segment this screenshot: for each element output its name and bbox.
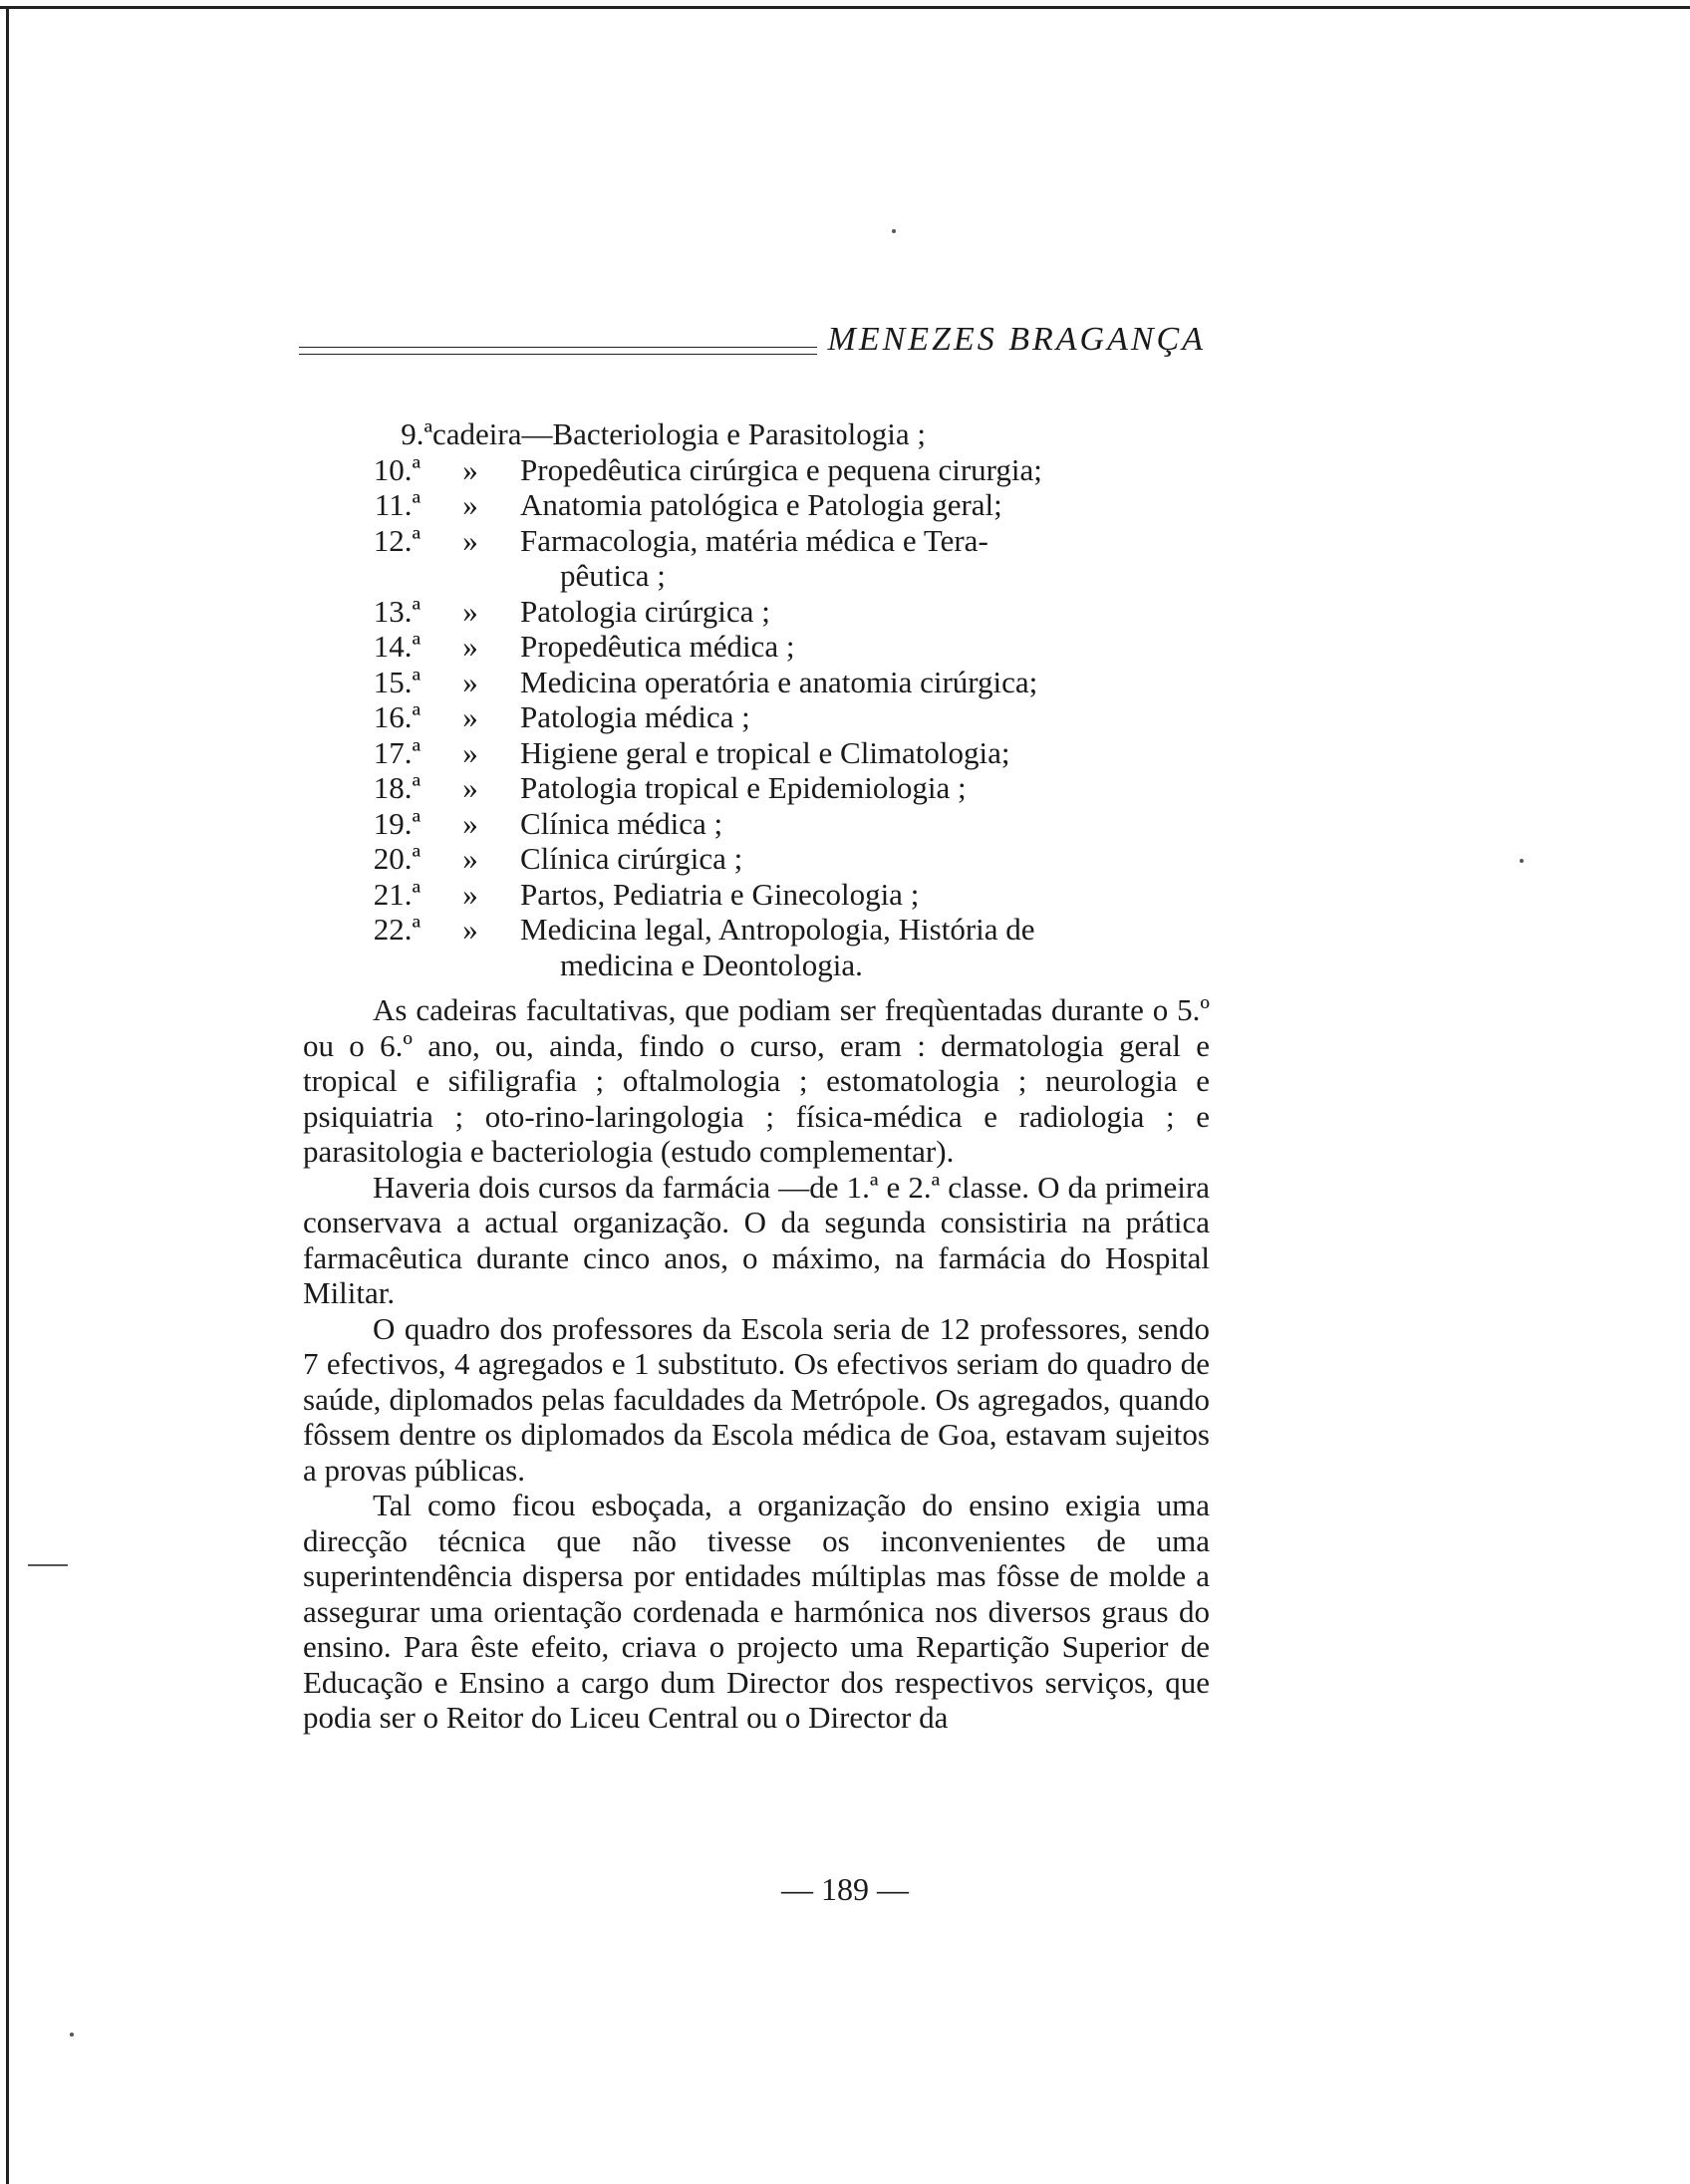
item-mark: »	[462, 593, 478, 629]
item-mark: »	[462, 699, 478, 734]
item-number: 13.ª	[373, 593, 421, 629]
running-header	[299, 321, 1206, 371]
running-title: MENEZES BRAGANÇA	[827, 321, 1206, 358]
item-subject: Bacteriologia e Parasitologia ;	[552, 416, 926, 451]
item-subject: Clínica cirúrgica ;	[520, 841, 743, 876]
item-mark: cadeira—	[432, 416, 553, 451]
item-number: 22.ª	[373, 912, 421, 947]
list-item	[355, 806, 1212, 842]
scan-speck	[1520, 859, 1524, 863]
list-item	[355, 452, 1212, 488]
paragraph-organizacao-ensino: Tal como ficou esboçada, a organização do ensino exigia uma direcção técnica que não tivesse os inconvenientes de uma superintendência dispersa por entidades múltiplas mas fôsse de molde a assegurar uma orientação cordenada e harmónica nos diversos graus do ensino. Para êste efeito, criava o projecto uma Repartição Superior de Educação e Ensino a cargo dum Director dos respectivos serviços, que podia ser o Reitor do Liceu Central ou o Director da	[303, 1488, 1210, 1735]
item-subject: Propedêutica cirúrgica e pequena cirurgia;	[520, 451, 1042, 487]
scan-speck	[892, 229, 896, 233]
list-item	[355, 877, 1212, 913]
item-number: 18.ª	[373, 770, 421, 805]
item-number: 12.ª	[373, 522, 421, 558]
item-subject-continuation: medicina e Deontologia.	[560, 947, 863, 982]
item-mark: »	[462, 912, 478, 947]
page-edge-left	[6, 6, 9, 2184]
list-item	[355, 629, 1212, 665]
item-subject: Patologia tropical e Epidemiologia ;	[520, 770, 967, 805]
item-mark: »	[462, 770, 478, 805]
item-mark: »	[462, 805, 478, 841]
item-subject: Anatomia patológica e Patologia geral;	[520, 487, 1002, 522]
body-text	[303, 992, 1210, 1736]
list-item	[355, 487, 1212, 523]
cadeiras-list	[355, 416, 1212, 982]
item-number: 15.ª	[373, 664, 421, 699]
scan-speck	[70, 2033, 74, 2037]
list-item	[355, 665, 1212, 700]
item-mark: »	[462, 629, 478, 664]
item-subject-line: Medicina legal, Antropologia, História de	[520, 912, 1035, 947]
list-item	[355, 416, 1212, 452]
item-mark: »	[462, 451, 478, 487]
list-item	[355, 523, 1212, 594]
item-subject-continuation: pêutica ;	[560, 558, 666, 593]
item-subject: Propedêutica médica ;	[520, 629, 795, 664]
item-subject: Medicina operatória e anatomia cirúrgica;	[520, 664, 1038, 699]
header-double-rule	[299, 347, 817, 355]
item-subject	[520, 523, 1212, 594]
item-mark: »	[462, 522, 478, 558]
item-subject: Patologia cirúrgica ;	[520, 593, 770, 629]
item-subject: Clínica médica ;	[520, 805, 723, 841]
paragraph-farmacia: Haveria dois cursos da farmácia —de 1.ª e 2.ª classe. O da primeira conservava a actual organização. O da segunda consistiria na prática farmacêutica durante cinco anos, o máximo, na farmácia do Hospital Militar.	[303, 1169, 1210, 1310]
item-number: 17.ª	[373, 734, 421, 770]
list-item	[355, 841, 1212, 877]
item-number: 9.ª	[401, 416, 432, 451]
item-subject-line: Farmacologia, matéria médica e Tera-	[520, 522, 988, 558]
list-item	[355, 735, 1212, 771]
list-item	[355, 912, 1212, 982]
item-mark: »	[462, 876, 478, 912]
item-mark: »	[462, 734, 478, 770]
item-number: 10.ª	[373, 451, 421, 487]
item-subject	[520, 912, 1212, 982]
scan-speck	[28, 1564, 68, 1566]
list-item	[355, 594, 1212, 630]
item-number: 19.ª	[373, 805, 421, 841]
item-mark: »	[462, 841, 478, 876]
item-subject: Higiene geral e tropical e Climatologia;	[520, 734, 1010, 770]
item-subject: Partos, Pediatria e Ginecologia ;	[520, 876, 920, 912]
item-mark: »	[462, 487, 478, 522]
page-number: — 189 —	[781, 1871, 909, 1907]
paragraph-cadeiras-facultativas: As cadeiras facultativas, que podiam ser freqùentadas durante o 5.º ou o 6.º ano, ou, ainda, findo o curso, eram : dermatologia geral e tropical e sifiligrafia ; oftalmologia ; estomatologia ; neurologia e psiquiatria ; oto-rino-laringologia ; física-médica e radiologia ; e parasitologia e bacteriologia (estudo complementar).	[303, 992, 1210, 1169]
item-number: 20.ª	[373, 841, 421, 876]
item-number: 16.ª	[373, 699, 421, 734]
item-number: 14.ª	[373, 629, 421, 664]
item-number: 11.ª	[374, 487, 421, 522]
list-item	[355, 770, 1212, 806]
item-mark: »	[462, 664, 478, 699]
item-subject: Patologia médica ;	[520, 699, 750, 734]
item-number: 21.ª	[373, 876, 421, 912]
page-edge-top	[0, 6, 1690, 9]
list-item	[355, 699, 1212, 735]
paragraph-quadro-professores: O quadro dos professores da Escola seria de 12 professores, sendo 7 efectivos, 4 agregados e 1 substituto. Os efectivos seriam do quadro de saúde, diplomados pelas faculdades da Metrópole. Os agregados, quando fôssem dentre os diplomados da Escola médica de Goa, estavam sujeitos a provas públicas.	[303, 1310, 1210, 1488]
